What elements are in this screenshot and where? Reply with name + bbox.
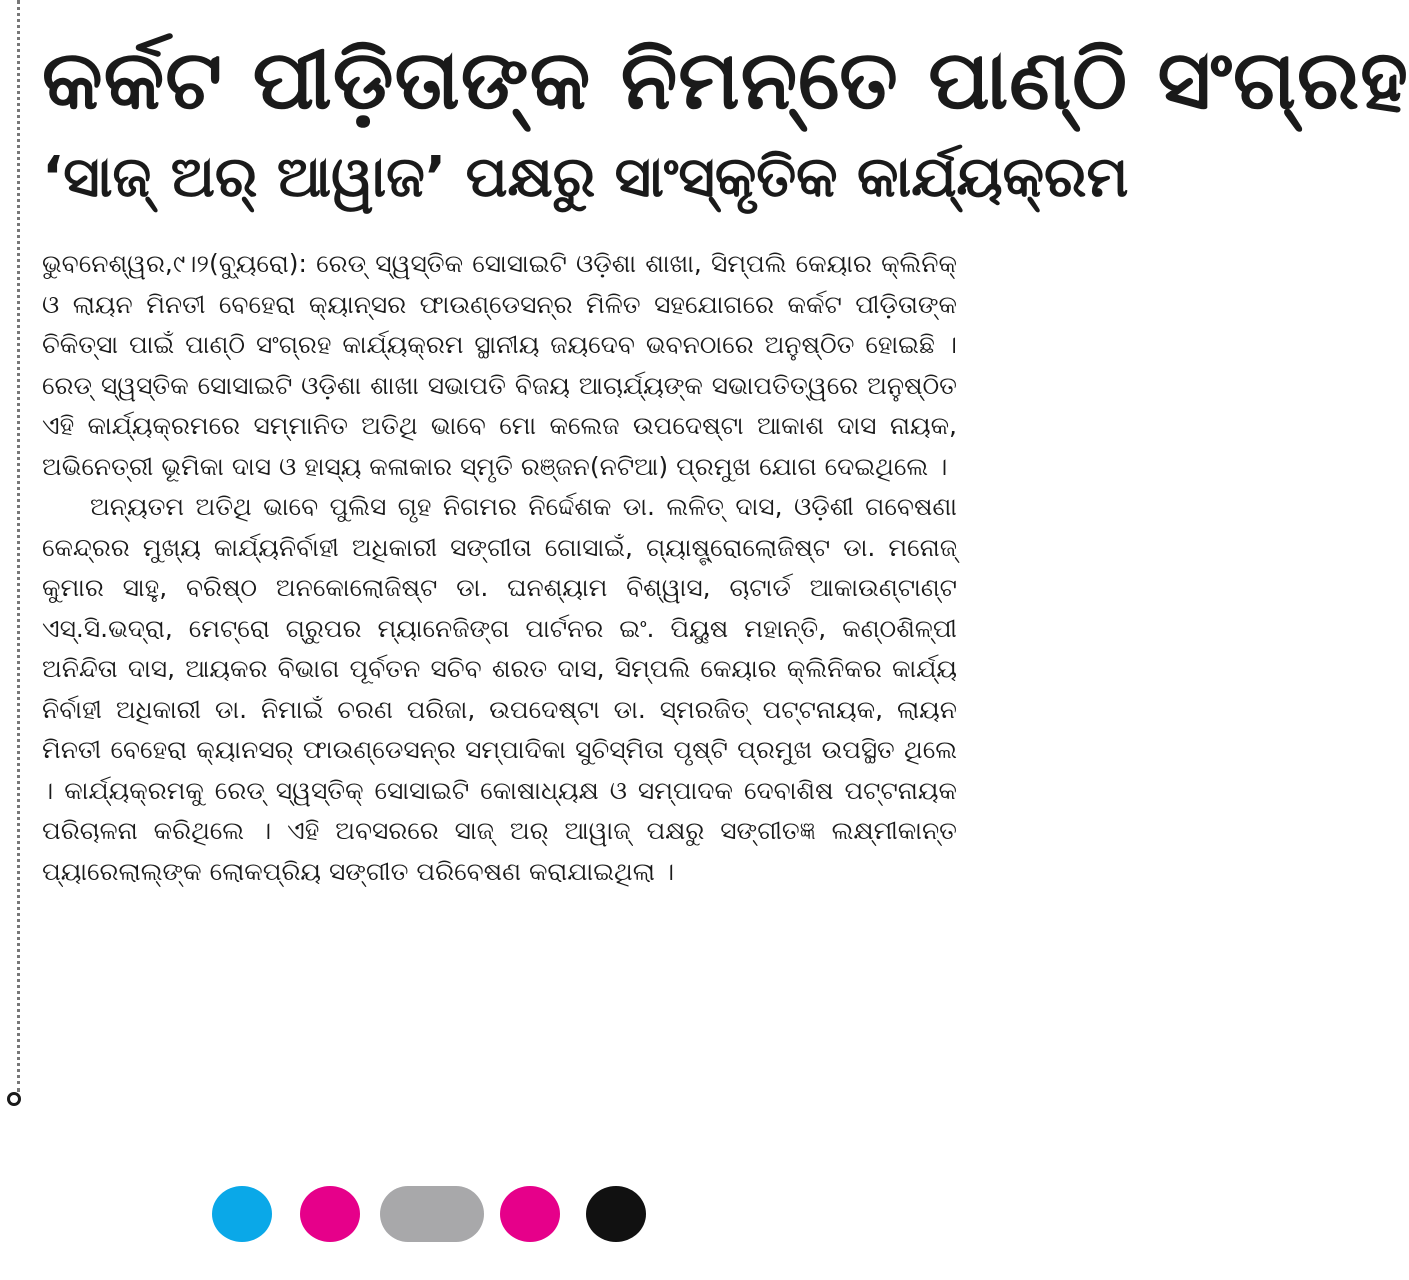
subheadline: ‘ସାଜ୍ ଅର୍ ଆୱାଜ’ ପକ୍ଷରୁ ସାଂସ୍କୃତିକ କାର୍ଯ୍ୟକ୍ରମ xyxy=(42,145,1129,210)
headline: କର୍କଟ ପୀଡ଼ିତାଙ୍କ ନିମନ୍ତେ ପାଣ୍ଠି ସଂଗ୍ରହ xyxy=(42,33,1409,128)
gray-mark xyxy=(380,1186,484,1242)
color-registration-marks xyxy=(212,1186,646,1242)
black-mark xyxy=(586,1186,646,1242)
paragraph: ଭୁବନେଶ୍ୱର,୯।୨(ବ୍ୟୁରୋ): ରେଡ୍ ସ୍ୱସ୍ତିକ ସୋସାଇଟି ଓଡ଼ିଶା ଶାଖା, ସିମ୍ପଲି କେୟାର କ୍ଲିନିକ୍ ଓ ଲାୟନ ମିନତୀ ବେହେରା କ୍ୟାନ୍‌ସର ଫାଉଣ୍ଡେସନ୍‌ର ମିଳିତ ସହଯୋଗରେ କର୍କଟ ପୀଡ଼ିତାଙ୍କ ଚିକିତ୍ସା ପାଇଁ ପାଣ୍ଠି ସଂଗ୍ରହ କାର୍ଯ୍ୟକ୍ରମ ସ୍ଥାନୀୟ ଜୟଦେବ ଭବନଠାରେ ଅନୁଷ୍ଠିତ ହୋଇଛି । ରେଡ୍ ସ୍ୱସ୍ତିକ ସୋସାଇଟି ଓଡ଼ିଶା ଶାଖା ସଭାପତି ବିଜୟ ଆଚାର୍ଯ୍ୟଙ୍କ ସଭାପତିତ୍ୱରେ ଅନୁଷ୍ଠିତ ଏହି କାର୍ଯ୍ୟକ୍ରମରେ ସମ୍ମାନିତ ଅତିଥି ଭାବେ ମୋ କଲେଜ ଉପଦେଷ୍ଟା ଆକାଶ ଦାସ ନାୟକ, ଅଭିନେତ୍ରୀ ଭୂମିକା ଦାସ ଓ ହାସ୍ୟ କଳାକାର ସ୍ମୃତି ରଞ୍ଜନ(ନଟିଆ) ପ୍ରମୁଖ ଯୋଗ ଦେଇଥିଲେ । xyxy=(42,249,957,481)
magenta-mark xyxy=(300,1186,360,1242)
cyan-mark xyxy=(212,1186,272,1242)
paragraph: ଅନ୍ୟତମ ଅତିଥି ଭାବେ ପୁଲିସ ଗୃହ ନିଗମର ନିର୍ଦ୍ଦେଶକ ଡା. ଲଳିତ୍ ଦାସ, ଓଡ଼ିଶୀ ଗବେଷଣା କେନ୍ଦ୍ରର ମୁଖ୍ୟ କାର୍ଯ୍ୟନିର୍ବାହୀ ଅଧିକାରୀ ସଙ୍ଗୀତା ଗୋସାଇଁ, ଗ୍ୟାଷ୍ଟ୍ରୋଲୋଜିଷ୍ଟ ଡା. ମନୋଜ୍ କୁମାର ସାହୁ, ବରିଷ୍ଠ ଅନକୋଲୋଜିଷ୍ଟ ଡା. ଘନଶ୍ୟାମ ବିଶ୍ୱାସ, ଚାଟାର୍ଡ ଆକାଉଣ୍ଟାଣ୍ଟ ଏସ୍.ସି.ଭଦ୍ରା, ମେଟ୍ରୋ ଗ୍ରୁପର ମ୍ୟାନେଜିଙ୍ଗ ପାର୍ଟନର ଇଂ. ପିୟୁଷ ମହାନ୍ତି, କଣ୍ଠଶିଳ୍ପୀ ଅନିନ୍ଦିତା ଦାସ, ଆୟକର ବିଭାଗ ପୂର୍ବତନ ସଚିବ ଶରତ ଦାସ, ସିମ୍ପଲି କେୟାର କ୍ଲିନିକର କାର୍ଯ୍ୟ ନିର୍ବାହୀ ଅଧିକାରୀ ଡା. ନିମାଇଁ ଚରଣ ପରିଜା, ଉପଦେଷ୍ଟା ଡା. ସ୍ମରଜିତ୍ ପଟ୍ଟନାୟକ, ଲାୟନ ମିନତୀ ବେହେରା କ୍ୟାନସର୍ ଫାଉଣ୍ଡେସନ୍‌ର ସମ୍ପାଦିକା ସୁଚିସ୍ମିତା ପୃଷ୍ଟି ପ୍ରମୁଖ ଉପସ୍ଥିତ ଥିଲେ । କାର୍ଯ୍ୟକ୍ରମକୁ ରେଡ୍ ସ୍ୱସ୍ତିକ୍ ସୋସାଇଟି କୋଷାଧ୍ୟକ୍ଷ ଓ ସମ୍ପାଦକ ଦେବାଶିଷ ପଟ୍ଟନାୟକ ପରିଚାଳନା କରିଥିଲେ । ଏହି ଅବସରରେ ସାଜ୍ ଅର୍ ଆୱାଜ୍ ପକ୍ଷରୁ ସଙ୍ଗୀତଜ୍ଞ ଲକ୍ଷ୍ମୀକାନ୍ତ ପ୍ୟାରେଲାଲ୍‌ଙ୍କ ଲୋକପ୍ରିୟ ସଙ୍ଗୀତ ପରିବେଷଣ କରାଯାଇଥିଲା । xyxy=(42,492,957,886)
column-divider xyxy=(17,0,20,1092)
news-article xyxy=(42,22,1409,892)
magenta-mark xyxy=(500,1186,560,1242)
circle-bullet-icon xyxy=(7,1092,21,1106)
article-body xyxy=(42,244,957,892)
